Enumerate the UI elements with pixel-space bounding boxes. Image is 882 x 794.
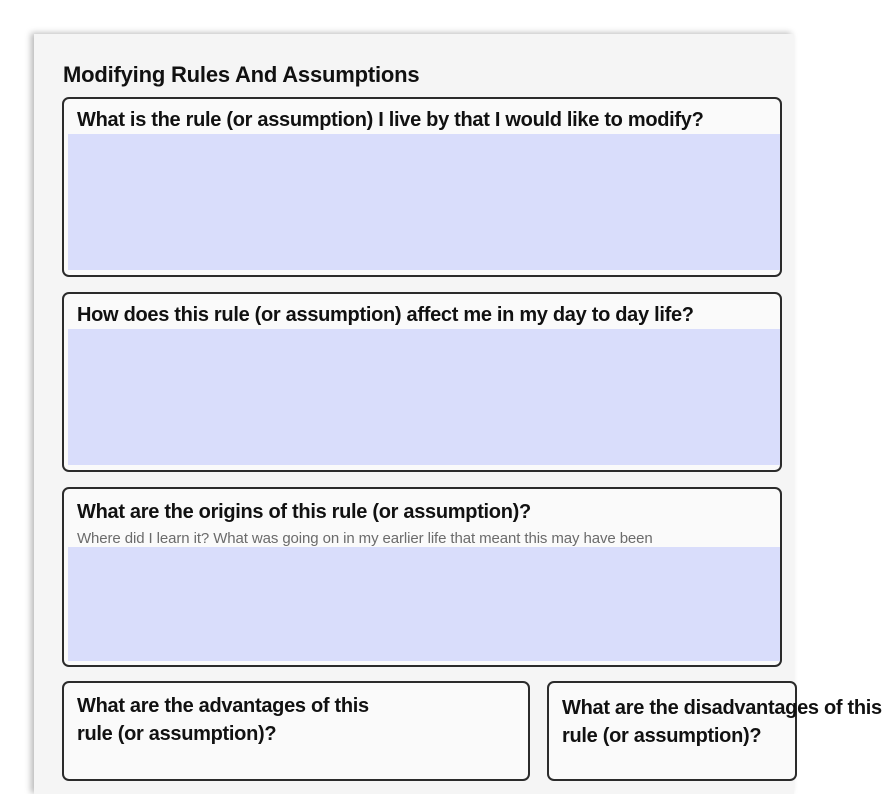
question-daily-effect: How does this rule (or assumption) affect me in my day to day life?	[77, 304, 694, 326]
worksheet-title: Modifying Rules And Assumptions	[63, 62, 420, 87]
section-disadvantages	[547, 681, 882, 781]
section-origins	[62, 487, 782, 667]
answer-field-daily-effect[interactable]	[68, 329, 780, 465]
section-rule-to-modify	[62, 97, 782, 277]
answer-field-origins[interactable]	[68, 547, 780, 661]
section-advantages	[62, 681, 530, 781]
question-disadvantages-line1: What are the disadvantages of this	[562, 697, 882, 719]
question-disadvantages-line2: rule (or assumption)?	[562, 725, 762, 747]
question-advantages-line1: What are the advantages of this	[77, 695, 369, 717]
question-rule-to-modify: What is the rule (or assumption) I live by that I would like to modify?	[77, 109, 704, 131]
question-advantages-line2: rule (or assumption)?	[77, 723, 277, 745]
question-origins: What are the origins of this rule (or assumption)?	[77, 501, 531, 523]
section-daily-effect	[62, 292, 782, 472]
hint-origins: Where did I learn it? What was going on in my earlier life that meant this may have been	[77, 530, 653, 547]
answer-field-rule-to-modify[interactable]	[68, 134, 780, 270]
